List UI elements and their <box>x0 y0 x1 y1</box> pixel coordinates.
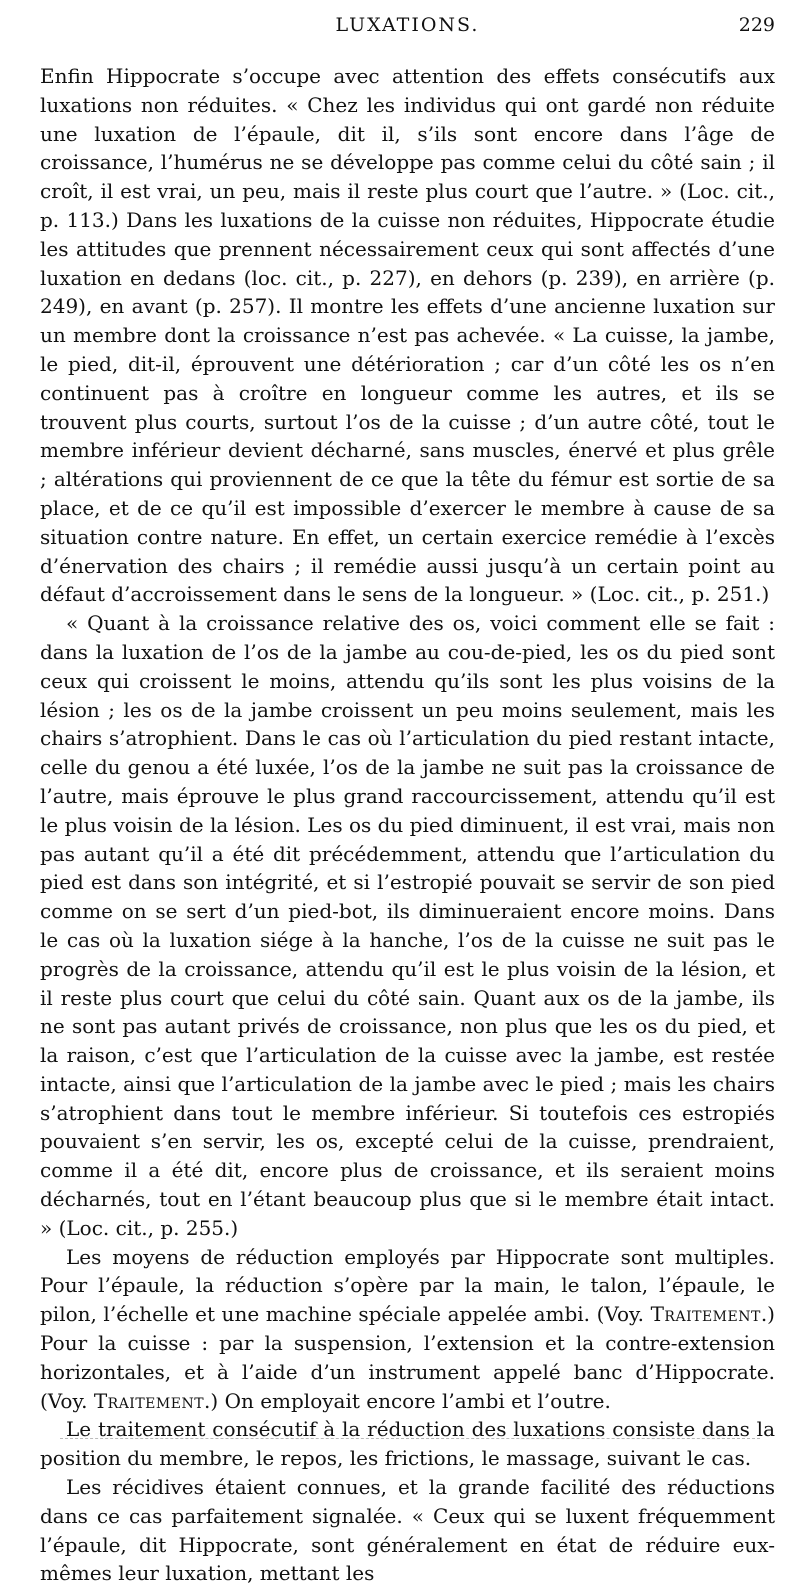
paragraph-3 <box>40 1243 775 1416</box>
paragraph-2: « Quant à la croissance relative des os, voici comment elle se fait : dans la luxation de l’os de la jambe au cou-de-pied, les os du pied sont ceux qui croissent le moins, attendu qu’ils sont les plus voisins de la lésion ; les os de la jambe croissent un peu moins seulement, mais les chairs s’atrophient. Dans le cas où l’articulation du pied restant intacte, celle du genou a été luxée, l’os de la jambe ne suit pas la croissance de l’autre, mais éprouve le plus grand raccourcissement, attendu qu’il est le plus voisin de la lésion. Les os du pied diminuent, il est vrai, mais non pas autant qu’il a été dit précédemment, attendu que l’articulation du pied est dans son intégrité, et si l’estropié pouvait se servir de son pied comme on se sert d’un pied-bot, ils diminueraient encore moins. Dans le cas où la luxation siége à la hanche, l’os de la cuisse ne suit pas le progrès de la croissance, attendu qu’il est le plus voisin de la lésion, et il reste plus court que celui du côté sain. Quant aux os de la jambe, ils ne sont pas autant privés de croissance, non plus que les os du pied, et la raison, c’est que l’articulation de la cuisse avec la jambe, est restée intacte, ainsi que l’articulation de la jambe avec le pied ; mais les chairs s’atrophient dans tout le membre inférieur. Si toutefois ces estropiés pouvaient s’en servir, les os, excepté celui de la cuisse, prendraient, comme il a été dit, encore plus de croissance, et ils seraient moins décharnés, tout en l’étant beaucoup plus que si le membre était intact. » (Loc. cit., p. 255.) <box>40 611 775 1240</box>
page-number: 229 <box>738 14 775 36</box>
page-header <box>40 14 775 44</box>
paragraph-3-part-b: .) Pour la cuisse : par la suspension, l’extension et la contre-extension horizontales, et à l’aide d’un instrument appelé banc d’Hippocrate. (Voy. <box>40 1302 775 1413</box>
paragraph-4: Le traitement consécutif à la réduction des luxations consiste dans la position du membre, le repos, les frictions, le massage, suivant le cas. <box>40 1417 775 1471</box>
paragraph-3-part-a: Les moyens de réduction employés par Hippocrate sont multiples. Pour l’épaule, la réduction s’opère par la main, le talon, l’épaule, le pilon, l’échelle et une machine spéciale appelée ambi. (Voy. <box>40 1244 775 1327</box>
running-title: LUXATIONS. <box>335 14 480 36</box>
smallcaps-traitement-1: Traitement <box>650 1302 761 1327</box>
paragraph-3-part-c: .) On employait encore l’ambi et l’outre. <box>204 1388 611 1413</box>
page-body <box>40 62 775 1588</box>
bottom-rule <box>60 1438 760 1440</box>
paragraph-1: Enfin Hippocrate s’occupe avec attention des effets consécutifs aux luxations non réduites. « Chez les individus qui ont gardé non réduite une luxation de l’épaule, dit il, s’ils sont encore dans l’âge de croissance, l’humérus ne se développe pas comme celui du côté sain ; il croît, il est vrai, un peu, mais il reste plus court que l’autre. » (Loc. cit., p. 113.) Dans les luxations de la cuisse non réduites, Hippocrate étudie les attitudes que prennent nécessairement ceux qui sont affectés d’une luxation en dedans (loc. cit., p. 227), en dehors (p. 239), en arrière (p. 249), en avant (p. 257). Il montre les effets d’une ancienne luxation sur un membre dont la croissance n’est pas achevée. « La cuisse, la jambe, le pied, dit-il, éprouvent une détérioration ; car d’un côté les os n’en continuent pas à croître en longueur comme les autres, et ils se trouvent plus courts, surtout l’os de la cuisse ; d’un autre côté, tout le membre inférieur devient décharné, sans muscles, énervé et plus grêle ; altérations qui proviennent de ce que la tête du fémur est sortie de sa place, et de ce qu’il est impossible d’exercer le membre à cause de sa situation contre nature. En effet, un certain exercice remédie à l’excès d’énervation des chairs ; il remédie aussi jusqu’à un certain point au défaut d’accroissement dans le sens de la longueur. » (Loc. cit., p. 251.) <box>40 64 775 607</box>
smallcaps-traitement-2: Traitement <box>93 1388 205 1413</box>
paragraph-5: Les récidives étaient connues, et la grande facilité des réductions dans ce cas parfaitement signalée. « Ceux qui se luxent fréquemment l’épaule, dit Hippocrate, sont généralement en état de réduire eux-mêmes leur luxation, mettant les <box>40 1475 775 1586</box>
